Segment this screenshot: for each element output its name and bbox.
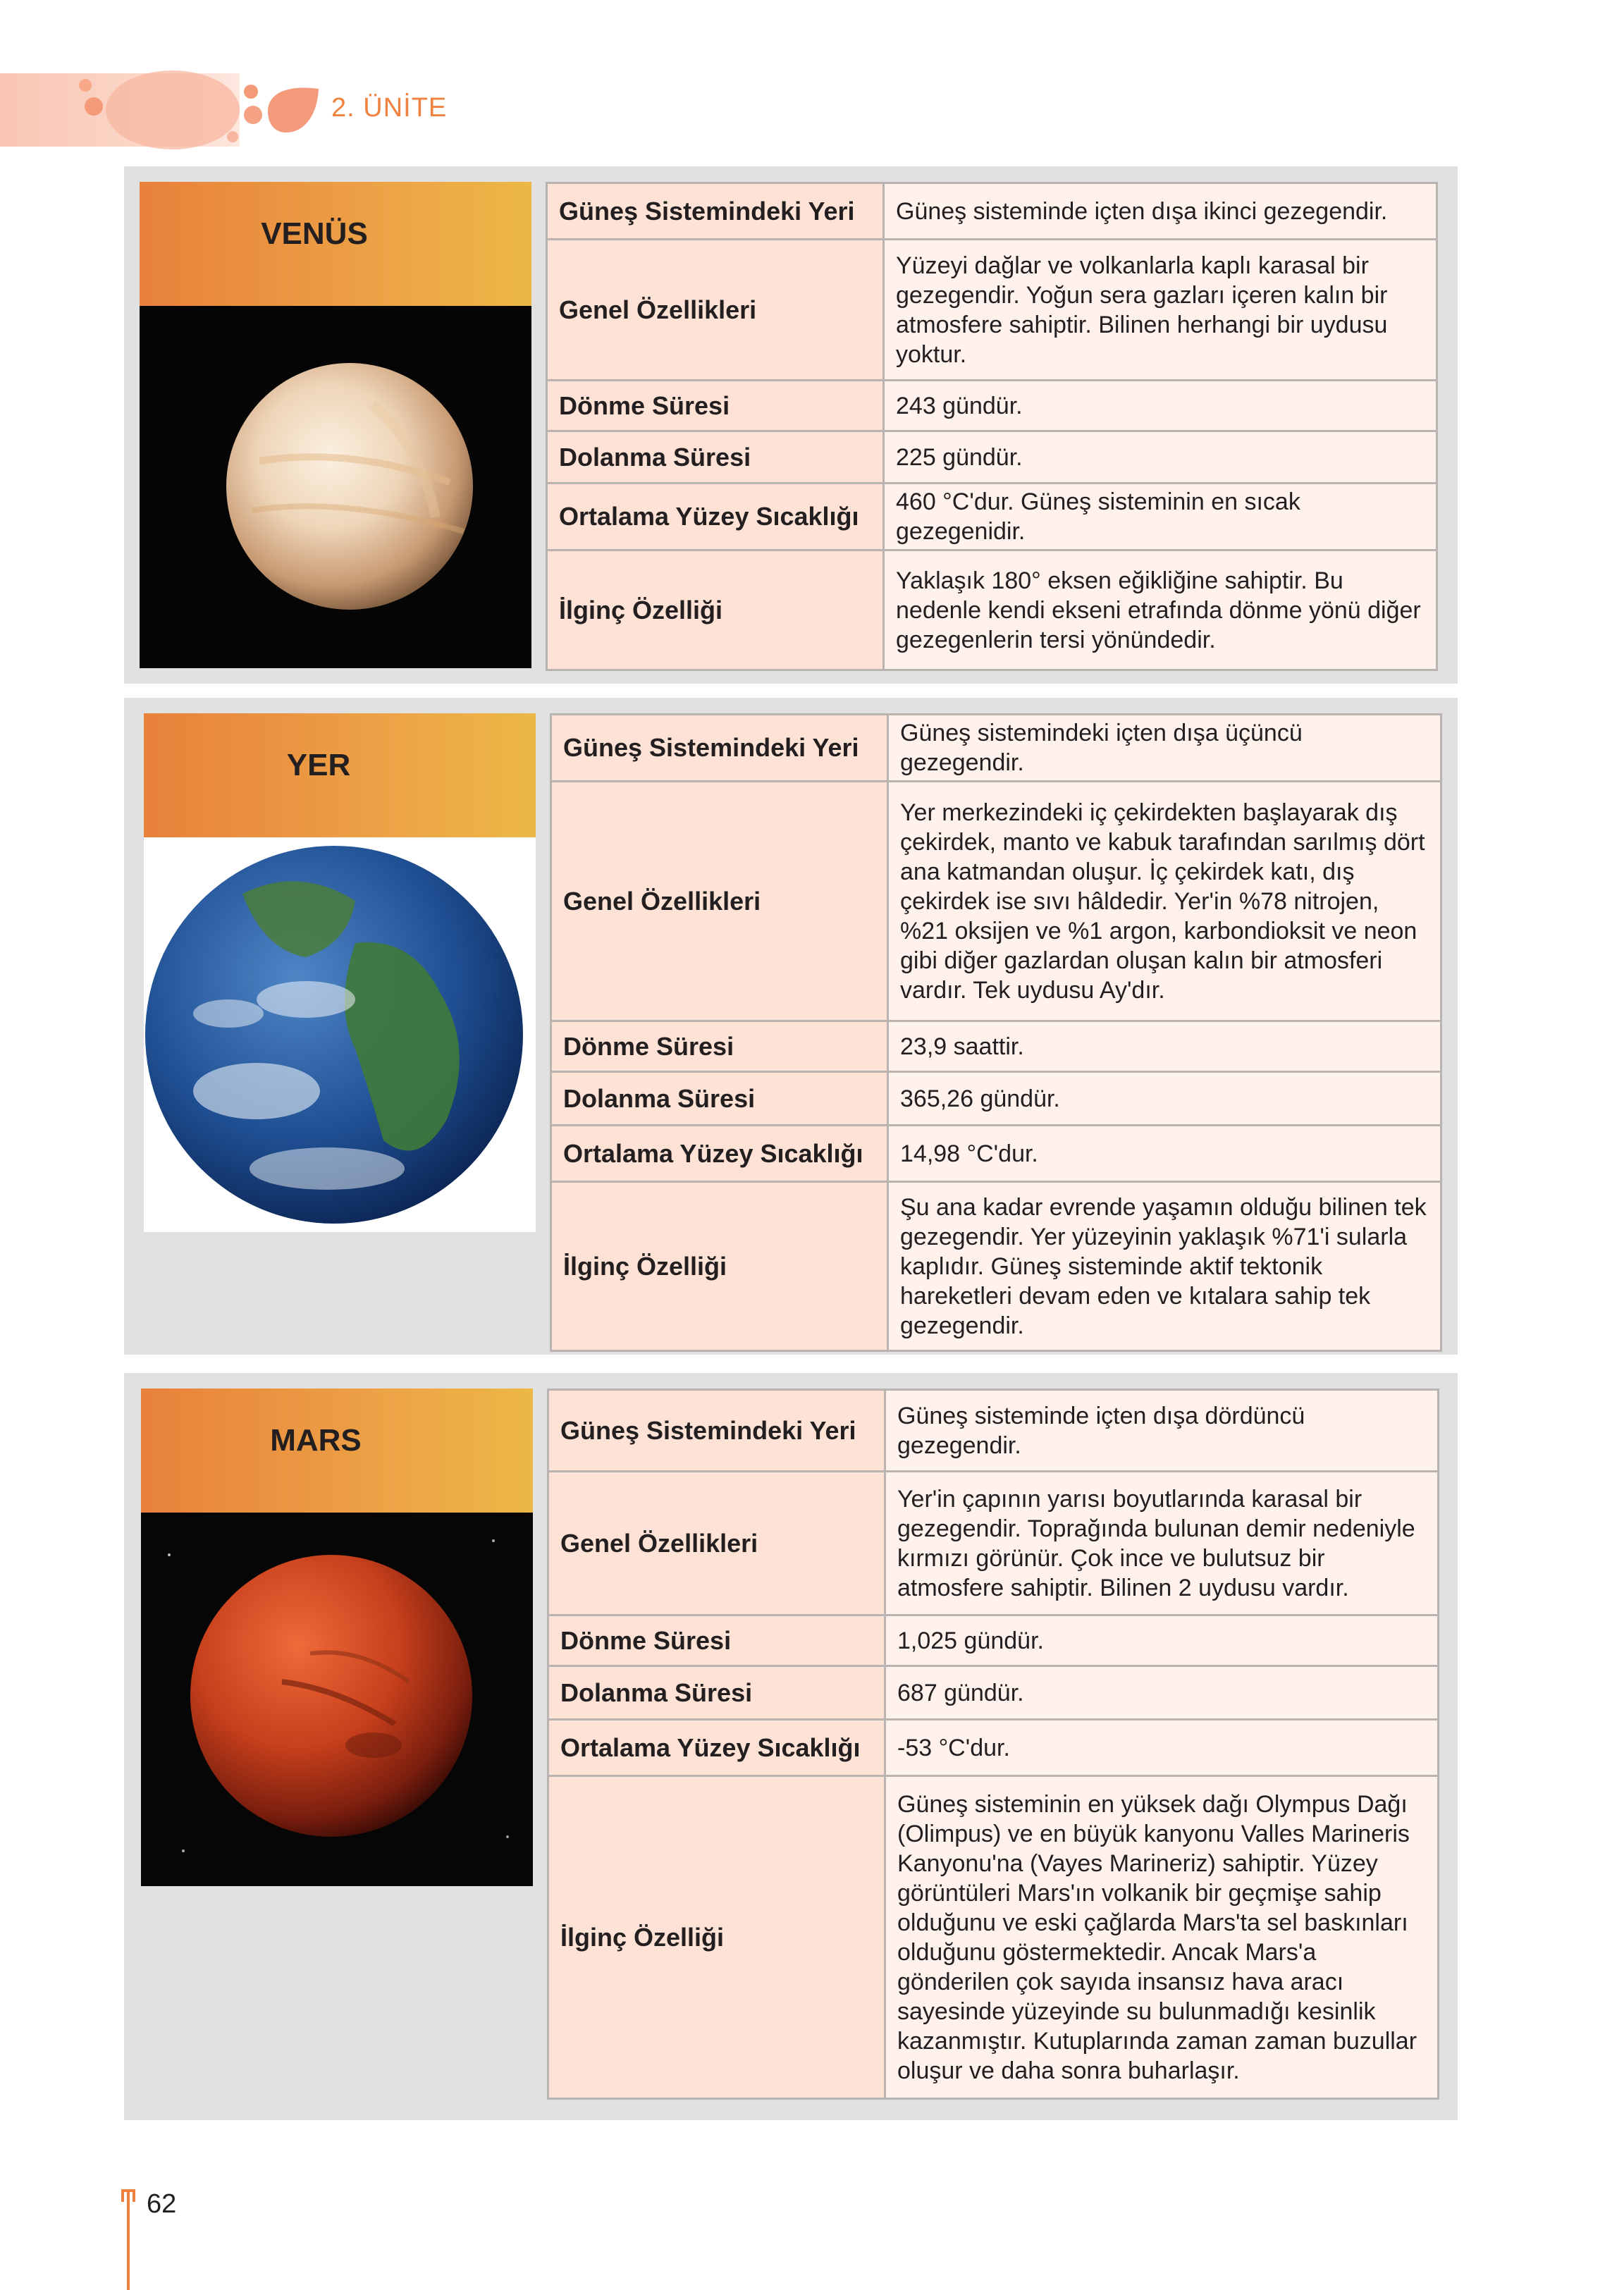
- decor-dot-icon: [244, 106, 262, 124]
- table-row: [548, 1390, 1439, 1472]
- row-value: Güneş sisteminin en yüksek dağı Olympus Dağı (Olimpus) ve en büyük kanyonu Valles Marineris Kanyonu'na (Vayes Marineriz) sahiptir. Yüzey görüntüleri Mars'ın volkanik bir geçmişe sahip olduğunu ve eski çağlarda Mars'ta sel baskınları olduğunu göstermektedir. Ancak Mars'a gönderilen çok sayıda insansız hava aracı sayesinde yüzeyinde su bulunmadığı kesinlik kazanmıştır. Kutuplarında zaman zaman buzullar oluşur ve daha sonra buharlaşır.: [885, 1776, 1439, 2099]
- table-row: [547, 381, 1437, 431]
- decor-dot-icon: [85, 97, 103, 116]
- row-value: 225 gündür.: [884, 431, 1437, 484]
- table-row: [551, 782, 1441, 1021]
- row-label: Dönme Süresi: [547, 381, 884, 431]
- decor-drop-icon: [262, 83, 321, 135]
- row-value: Yaklaşık 180° eksen eğikliğine sahiptir. Bu nedenle kendi ekseni etrafında dönme yönü diğer gezegenlerin tersi yönündedir.: [884, 550, 1437, 670]
- table-row: [551, 1182, 1441, 1351]
- row-value: 1,025 gündür.: [885, 1615, 1439, 1666]
- row-label: İlginç Özelliği: [551, 1182, 888, 1351]
- decor-dot-icon: [79, 79, 92, 92]
- row-label: Güneş Sistemindeki Yeri: [548, 1390, 885, 1472]
- decor-circle-icon: [106, 70, 240, 149]
- row-label: Dolanma Süresi: [548, 1666, 885, 1720]
- row-value: -53 °C'dur.: [885, 1720, 1439, 1776]
- table-row: [551, 715, 1441, 782]
- planet-name: MARS: [270, 1423, 362, 1458]
- planet-name: VENÜS: [261, 216, 368, 251]
- planet-title-box: [144, 713, 536, 837]
- table-row: [548, 1615, 1439, 1666]
- decor-dot-icon: [227, 131, 238, 142]
- row-value: 14,98 °C'dur.: [888, 1126, 1441, 1182]
- table-row: [548, 1720, 1439, 1776]
- planet-title-box: [140, 182, 531, 306]
- earth-panel: [124, 698, 1458, 1355]
- row-value: 365,26 gündür.: [888, 1072, 1441, 1126]
- table-row: [547, 240, 1437, 381]
- table-row: [548, 1472, 1439, 1615]
- venus-panel: [124, 166, 1458, 684]
- row-value: Şu ana kadar evrende yaşamın olduğu bilinen tek gezegendir. Yer yüzeyinin yaklaşık %71'i sularla kaplıdır. Güneş sisteminde aktif tektonik hareketleri devam eden ve kıtalara sahip tek gezegendir.: [888, 1182, 1441, 1351]
- page-number: 62: [147, 2189, 177, 2219]
- row-label: Ortalama Yüzey Sıcaklığı: [551, 1126, 888, 1182]
- mars-planet-photo-icon: [141, 1513, 533, 1886]
- table-row: [547, 484, 1437, 550]
- table-row: [548, 1776, 1439, 2099]
- row-value: Yer merkezindeki iç çekirdekten başlayarak dış çekirdek, manto ve kabuk tarafından sarılmış dört ana katmandan oluşur. İç çekirdek katı, dış çekirdek ise sıvı hâldedir. Yer'in %78 nitrojen, %21 oksijen ve %1 argon, karbondioksit ve neon gibi diğer gazlardan oluşan kalın bir atmosferi vardır. Tek uydusu Ay'dır.: [888, 782, 1441, 1021]
- table-row: [548, 1666, 1439, 1720]
- row-value: 243 gündür.: [884, 381, 1437, 431]
- mars-info-table: [547, 1389, 1439, 2100]
- row-label: İlginç Özelliği: [547, 550, 884, 670]
- unit-title: 2. ÜNİTE: [331, 93, 448, 123]
- row-value: 687 gündür.: [885, 1666, 1439, 1720]
- row-value: Yer'in çapının yarısı boyutlarında karasal bir gezegendir. Toprağında bulunan demir nedeniyle kırmızı görünür. Çok ince ve bulutsuz bir atmosfere sahiptir. Bilinen 2 uydusu vardır.: [885, 1472, 1439, 1615]
- mars-card: [141, 1389, 533, 1886]
- row-value: 460 °C'dur. Güneş sisteminin en sıcak gezegenidir.: [884, 484, 1437, 550]
- row-label: Ortalama Yüzey Sıcaklığı: [547, 484, 884, 550]
- earth-planet-photo-icon: [144, 837, 536, 1232]
- row-label: Genel Özellikleri: [548, 1472, 885, 1615]
- row-label: Dolanma Süresi: [551, 1072, 888, 1126]
- row-label: Genel Özellikleri: [551, 782, 888, 1021]
- row-value: 23,9 saattir.: [888, 1021, 1441, 1072]
- venus-card: [140, 182, 531, 668]
- row-label: Dolanma Süresi: [547, 431, 884, 484]
- row-label: Dönme Süresi: [551, 1021, 888, 1072]
- table-row: [547, 183, 1437, 240]
- row-value: Yüzeyi dağlar ve volkanlarla kaplı karasal bir gezegendir. Yoğun sera gazları içeren kalın bir atmosfere sahiptir. Bilinen herhangi bir uydusu yoktur.: [884, 240, 1437, 381]
- table-row: [547, 431, 1437, 484]
- venus-planet-photo-icon: [140, 306, 531, 668]
- decor-dot-icon: [244, 85, 258, 99]
- table-row: [547, 550, 1437, 670]
- row-label: Dönme Süresi: [548, 1615, 885, 1666]
- page-margin-line: [127, 2189, 130, 2290]
- earth-info-table: [550, 713, 1442, 1352]
- planet-name: YER: [286, 748, 351, 782]
- row-label: Güneş Sistemindeki Yeri: [547, 183, 884, 240]
- row-value: Güneş sistemindeki içten dışa üçüncü gezegendir.: [888, 715, 1441, 782]
- row-label: Güneş Sistemindeki Yeri: [551, 715, 888, 782]
- table-row: [551, 1126, 1441, 1182]
- table-row: [551, 1021, 1441, 1072]
- row-label: İlginç Özelliği: [548, 1776, 885, 2099]
- row-value: Güneş sisteminde içten dışa ikinci gezegendir.: [884, 183, 1437, 240]
- row-label: Ortalama Yüzey Sıcaklığı: [548, 1720, 885, 1776]
- table-row: [551, 1072, 1441, 1126]
- earth-card: [144, 713, 536, 1232]
- row-label: Genel Özellikleri: [547, 240, 884, 381]
- venus-info-table: [546, 182, 1438, 671]
- row-value: Güneş sisteminde içten dışa dördüncü gezegendir.: [885, 1390, 1439, 1472]
- planet-title-box: [141, 1389, 533, 1513]
- mars-panel: [124, 1373, 1458, 2120]
